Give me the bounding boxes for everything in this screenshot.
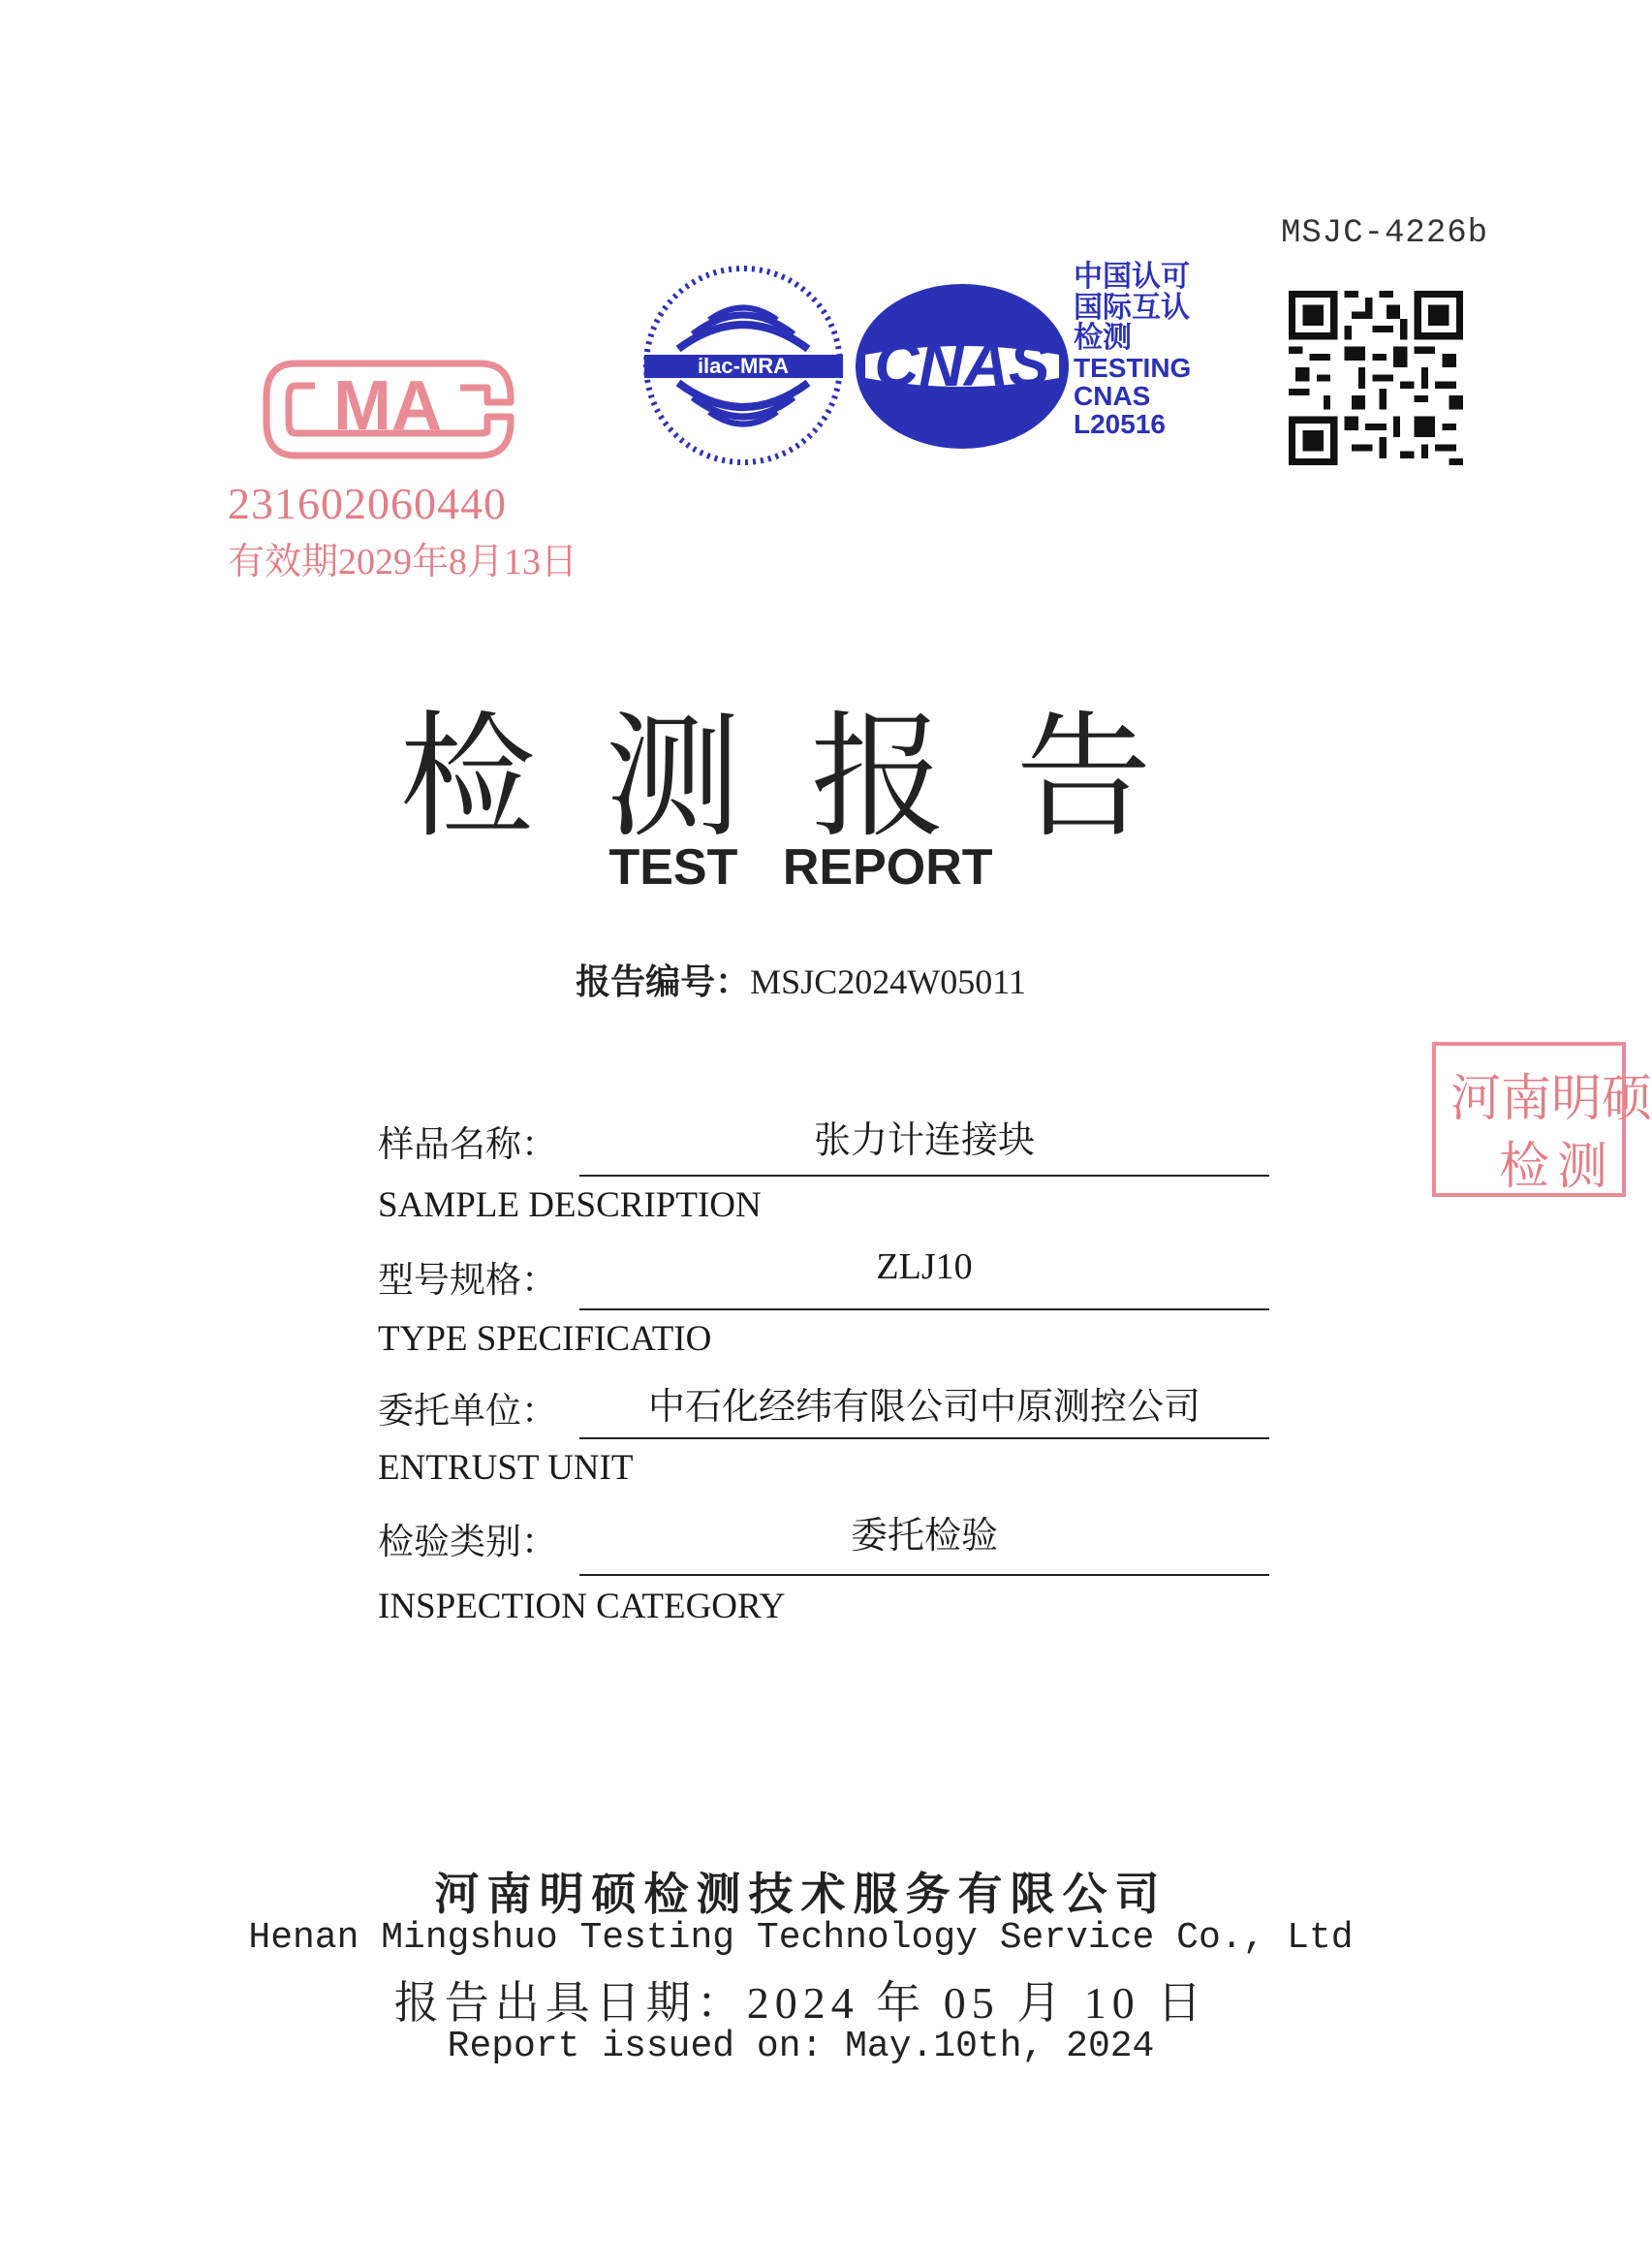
sample-description-underline [579,1175,1269,1177]
cnas-logo [851,279,1074,454]
sample-description-label-en: SAMPLE DESCRIPTION [378,1185,762,1225]
entrust-unit-label: 委托单位： [378,1392,557,1432]
side-stamp-line-2: 检测 [1499,1140,1616,1195]
ilac-mra-logo [639,262,848,470]
report-number [0,955,1602,1004]
entrust-unit-label-en: ENTRUST UNIT [378,1448,634,1488]
accreditation-marks [639,262,1231,475]
inspection-category-label: 检验类别： [378,1523,557,1562]
ilac-mra-text: ilac-MRA [697,354,790,378]
cma-seal [223,344,578,596]
company-name-en: Henan Mingshuo Testing Technology Service Co., Ltd [248,1917,1354,1959]
sample-description-value: 张力计连接块 [813,1120,1035,1161]
side-stamp [1432,1042,1652,1197]
inspection-category-label-en: INSPECTION CATEGORY [378,1587,786,1626]
qr-code[interactable] [1289,291,1463,465]
type-specification-label-en: TYPE SPECIFICATIO [378,1319,712,1359]
cnas-line-4: TESTING [1074,352,1192,383]
sample-description-label: 样品名称： [378,1125,557,1165]
inspection-category-underline [579,1574,1269,1576]
cma-number: 231602060440 [228,479,507,528]
cnas-text-block [1074,262,1231,439]
cma-mark-text: MA [333,367,442,445]
issue-date-en: Report issued on: May.10th, 2024 [447,2026,1155,2067]
type-specification-underline [579,1308,1269,1310]
type-specification-value: ZLJ10 [876,1246,973,1287]
cnas-line-5: CNAS L20516 [1074,380,1166,440]
cnas-line-3: 检测 [1074,322,1132,354]
entrust-unit-underline [579,1437,1269,1439]
cma-logo-mark [257,344,518,475]
page-title-cn: 检测报告 [399,704,1222,854]
cnas-line-1: 中国认可 [1074,261,1190,293]
inspection-category-value: 委托检验 [850,1516,998,1557]
cnas-logo-text: CNAS [874,330,1050,399]
report-number-value: MSJC2024W05011 [750,962,1026,1001]
page-title-en: TEST REPORT [608,839,993,896]
form-code: MSJC-4226b [1281,215,1489,252]
report-number-label: 报告编号： [576,962,751,1002]
side-stamp-line-1: 河南明硕 [1450,1072,1652,1127]
company-name-cn: 河南明硕检测技术服务有限公司 [434,1870,1168,1919]
issue-date-cn: 报告出具日期：2024 年 05 月 10 日 [393,1978,1208,2028]
cnas-line-2: 国际互认 [1074,291,1190,324]
type-specification-label: 型号规格： [378,1261,557,1301]
cma-validity: 有效期2029年8月13日 [228,542,578,582]
entrust-unit-value: 中石化经纬有限公司中原测控公司 [647,1387,1200,1428]
